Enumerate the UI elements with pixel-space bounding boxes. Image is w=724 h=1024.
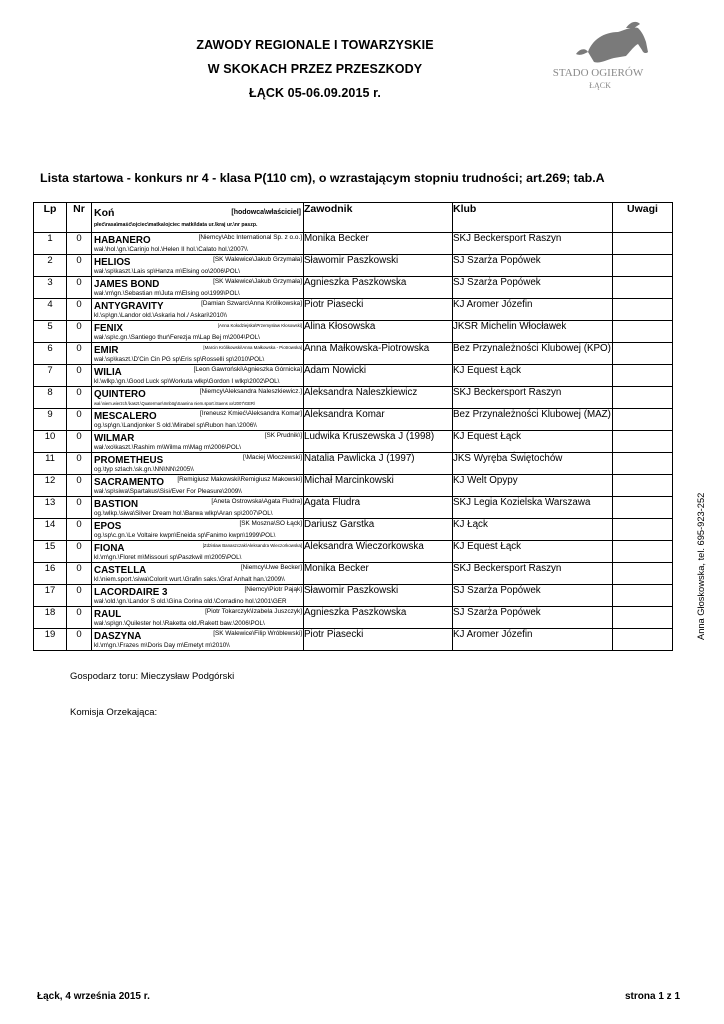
horse-name: FENIX: [94, 323, 123, 334]
horse-pedigree: wał.\sp\kaszt.\D'Cin Cin PG sp\Eris sp\Rosselli sp\2010\POL\: [94, 356, 265, 363]
cell-lp: 19: [34, 629, 67, 651]
kon-label: Koń: [94, 207, 115, 219]
cell-rider: Piotr Piasecki: [304, 299, 453, 321]
table-row: [34, 453, 673, 475]
cell-club: KJ Equest Łąck: [453, 431, 613, 453]
horse-name: HABANERO: [94, 235, 151, 246]
cell-remarks: [613, 233, 673, 255]
logo-text-1: STADO OGIERÓW: [552, 67, 644, 79]
cell-rider: Agnieszka Paszkowska: [304, 277, 453, 299]
cell-lp: 14: [34, 519, 67, 541]
horse-owner: [SK Walewice\Filip Wróblewski]: [213, 630, 302, 637]
cell-remarks: [613, 409, 673, 431]
horse-owner: [Damian Szwarc\Anna Królikowska]: [201, 300, 302, 307]
kon-owner-label: [hodowca\właściciel]: [231, 209, 301, 216]
cell-remarks: [613, 431, 673, 453]
cell-club: JKSR Michelin Włocławek: [453, 321, 613, 343]
cell-remarks: [613, 497, 673, 519]
horse-pedigree: wał.\hol.\gn.\Carinjo hol.\Helen II hol.\Calato hol.\2007\\: [94, 246, 248, 253]
cell-rider: Adam Nowicki: [304, 365, 453, 387]
cell-rider: Monika Becker: [304, 563, 453, 585]
horse-pedigree: wał.\niem.wierzch.\kaszt.\Quaterman\Innbög\Saanina niem.sport.\Saens xx\2007\GER\: [94, 401, 256, 406]
cell-nr: 0: [67, 431, 92, 453]
cell-rider: Michał Marcinkowski: [304, 475, 453, 497]
horse-owner: [Piotr Tokarczyk\Izabela Juszczyk]: [205, 608, 302, 615]
cell-lp: 6: [34, 343, 67, 365]
horse-pedigree: wał.\sp\siwa\Spartakus\Sisi/Ever For Pleasure\2009\\: [94, 488, 242, 495]
cell-horse: [92, 629, 304, 651]
cell-lp: 3: [34, 277, 67, 299]
horse-name: RAUL: [94, 609, 122, 620]
cell-remarks: [613, 629, 673, 651]
horse-pedigree: og.\typ szlach.\sk.gn.\NN\NN\2005\\: [94, 466, 194, 473]
horse-owner: [Zdzisław Banaszczak\Aleksandra Wieczorkowska]: [202, 543, 302, 548]
cell-rider: Anna Małkowska-Piotrowska: [304, 343, 453, 365]
cell-club: JKS Wyręba Świętochów: [453, 453, 613, 475]
col-header-nr: Nr: [67, 203, 92, 233]
horse-owner: [Marcin Królikowski\Anna Małkowska - Piotrowska]: [203, 345, 302, 350]
cell-lp: 17: [34, 585, 67, 607]
cell-club: SKJ Legia Kozielska Warszawa: [453, 497, 613, 519]
horse-name: ANTYGRAVITY: [94, 301, 164, 312]
horse-name: EMIR: [94, 345, 119, 356]
cell-lp: 16: [34, 563, 67, 585]
horse-name: LACORDAIRE 3: [94, 587, 168, 598]
horse-owner: [SK Walewice\Jakub Grzymała]: [213, 256, 302, 263]
event-title-line-3: ŁĄCK 05-06.09.2015 r.: [248, 86, 382, 100]
cell-nr: 0: [67, 541, 92, 563]
cell-nr: 0: [67, 475, 92, 497]
table-row: [34, 277, 673, 299]
horse-pedigree: kl.\m\gn.\Frazes m\Doris Day m\Emetyt m\2010\\: [94, 642, 230, 649]
cell-remarks: [613, 387, 673, 409]
horse-pedigree: wał.\old.\gn.\Landor S old.\Gina Corina old.\Corradino hol.\2001\GER: [94, 598, 287, 605]
table-row: [34, 321, 673, 343]
horse-name: SACRAMENTO: [94, 477, 165, 488]
horse-pedigree: kl.\m\gn.\Floret m\Missouri sp\Paszkwil m\2005\POL\: [94, 554, 242, 561]
horse-pedigree: kl.\niem.sport.\siwa\Colorit wurt.\Grafin saks.\Graf Anhalt han.\2009\\: [94, 576, 285, 583]
table-row: [34, 255, 673, 277]
cell-remarks: [613, 299, 673, 321]
horse-pedigree: kl.\wlkp.\gn.\Good Luck sp\Workuta wlkp\Gordon I wlkp\2002\POL\: [94, 378, 280, 385]
cell-club: Bez Przynależności Klubowej (MAZ): [453, 409, 613, 431]
start-list-table: [33, 202, 673, 651]
horse-pedigree: wał.\m\gn.\Sebastian m\Juta m\Elsing oo\1999\POL\: [94, 290, 240, 297]
table-row: [34, 475, 673, 497]
cell-nr: 0: [67, 519, 92, 541]
col-header-klub: Klub: [453, 203, 613, 233]
cell-nr: 0: [67, 343, 92, 365]
cell-horse: [92, 519, 304, 541]
place-date: Łąck, 4 września 2015 r.: [37, 991, 150, 1002]
stado-ogierow-logo: [530, 18, 670, 98]
horse-owner: [Anna Kołodziejska\Przemysław Kłosowski]: [217, 323, 302, 328]
cell-rider: Aleksandra Wieczorkowska: [304, 541, 453, 563]
cell-horse: [92, 431, 304, 453]
horse-pedigree: wał.\xo\kaszt.\Rashim m\Wilma m\Mag m\2006\POL\: [94, 444, 241, 451]
cell-club: KJ Equest Łąck: [453, 541, 613, 563]
cell-remarks: [613, 519, 673, 541]
horse-owner: [\Maciej Włoczewski]: [243, 454, 302, 461]
cell-rider: Agnieszka Paszkowska: [304, 607, 453, 629]
horse-pedigree: kl.\sp\gn.\Landor old.\Askaria hol./ Askari\2010\\: [94, 312, 228, 319]
event-title-line-1: ZAWODY REGIONALE I TOWARZYSKIE: [196, 38, 434, 52]
cell-club: Bez Przynależności Klubowej (KPO): [453, 343, 613, 365]
cell-club: SKJ Beckersport Raszyn: [453, 233, 613, 255]
cell-lp: 11: [34, 453, 67, 475]
cell-nr: 0: [67, 409, 92, 431]
horse-owner: [Aneta Ostrowska\Agata Fludra]: [211, 498, 302, 505]
course-builder: Gospodarz toru: Mieczysław Podgórski: [70, 671, 235, 682]
table-row: [34, 541, 673, 563]
cell-horse: [92, 343, 304, 365]
horse-name: CASTELLA: [94, 565, 147, 576]
cell-remarks: [613, 563, 673, 585]
horse-owner: [SK Prudnik\]: [264, 432, 302, 439]
page-number: strona 1 z 1: [625, 991, 681, 1002]
cell-nr: 0: [67, 255, 92, 277]
cell-nr: 0: [67, 497, 92, 519]
cell-lp: 15: [34, 541, 67, 563]
cell-remarks: [613, 475, 673, 497]
cell-horse: [92, 365, 304, 387]
horse-name: EPOS: [94, 521, 122, 532]
cell-rider: Monika Becker: [304, 233, 453, 255]
table-row: [34, 563, 673, 585]
horse-pedigree: wał.\sp\gn.\Quilester hol.\Raketta old./Rakett baw.\2006\POL\: [94, 620, 265, 627]
horse-owner: [SK Moszna\SO Łąck]: [239, 520, 302, 527]
cell-remarks: [613, 453, 673, 475]
cell-club: SJ Szarża Popówek: [453, 607, 613, 629]
contact-note: Anna Głoskowska, tel. 695-923-252: [696, 492, 706, 640]
cell-remarks: [613, 541, 673, 563]
cell-remarks: [613, 585, 673, 607]
cell-lp: 1: [34, 233, 67, 255]
cell-horse: [92, 453, 304, 475]
cell-nr: 0: [67, 629, 92, 651]
cell-nr: 0: [67, 387, 92, 409]
horse-pedigree: og.\sp\gn.\Landjonker S old.\Mirabel sp\Rubon han.\2006\\: [94, 422, 257, 429]
cell-remarks: [613, 607, 673, 629]
table-row: [34, 343, 673, 365]
cell-club: KJ Welt Opypy: [453, 475, 613, 497]
cell-nr: 0: [67, 453, 92, 475]
cell-nr: 0: [67, 365, 92, 387]
horse-name: BASTION: [94, 499, 139, 510]
table-row: [34, 409, 673, 431]
cell-horse: [92, 409, 304, 431]
cell-nr: 0: [67, 607, 92, 629]
table-row: [34, 365, 673, 387]
cell-lp: 7: [34, 365, 67, 387]
cell-nr: 0: [67, 321, 92, 343]
cell-horse: [92, 321, 304, 343]
horse-name: JAMES BOND: [94, 279, 160, 290]
horse-name: WILIA: [94, 367, 122, 378]
cell-lp: 18: [34, 607, 67, 629]
table-row: [34, 387, 673, 409]
cell-horse: [92, 277, 304, 299]
cell-nr: 0: [67, 563, 92, 585]
cell-horse: [92, 497, 304, 519]
kon-sub-label: płeć\rasa\maść\ojciec\matka\ojciec matki\data ur.\kraj ur.\nr paszp.: [94, 222, 258, 228]
cell-lp: 10: [34, 431, 67, 453]
table-row: [34, 497, 673, 519]
cell-nr: 0: [67, 299, 92, 321]
logo-text-2: ŁĄCK: [589, 81, 611, 90]
col-header-lp: Lp: [34, 203, 67, 233]
horse-owner: [Remigiusz Makowski\Remigiusz Makowski]: [177, 476, 302, 483]
horse-pedigree: wał.\sp\c.gn.\Santiego thur\Ferezja m\Lap Bej m\2004\POL\: [94, 334, 260, 341]
horse-name: PROMETHEUS: [94, 455, 164, 466]
horse-owner: [Niemcy\Aleksandra Naleszkiewicz.]: [199, 388, 302, 395]
cell-club: KJ Aromer Józefin: [453, 299, 613, 321]
cell-club: SJ Szarża Popówek: [453, 585, 613, 607]
horse-owner: [Niemcy\Uwe Becker]: [240, 564, 302, 571]
horse-owner: [Niemcy\Piotr Pająk]: [244, 586, 302, 593]
cell-remarks: [613, 365, 673, 387]
table-row: [34, 431, 673, 453]
cell-horse: [92, 607, 304, 629]
cell-lp: 12: [34, 475, 67, 497]
cell-nr: 0: [67, 233, 92, 255]
table-row: [34, 299, 673, 321]
table-row: [34, 519, 673, 541]
cell-horse: [92, 475, 304, 497]
horse-owner: [SK Walewice\Jakub Grzymała]: [213, 278, 302, 285]
cell-club: SJ Szarża Popówek: [453, 277, 613, 299]
col-header-zawodnik: Zawodnik: [304, 203, 453, 233]
cell-club: SJ Szarża Popówek: [453, 255, 613, 277]
cell-club: SKJ Beckersport Raszyn: [453, 563, 613, 585]
cell-lp: 5: [34, 321, 67, 343]
jury-label: Komisja Orzekająca:: [70, 707, 158, 718]
cell-rider: Aleksandra Naleszkiewicz: [304, 387, 453, 409]
horse-owner: [Leon Gawroński\Agnieszka Górnicka]: [193, 366, 302, 373]
cell-nr: 0: [67, 277, 92, 299]
cell-rider: Piotr Piasecki: [304, 629, 453, 651]
horse-name: FIONA: [94, 543, 125, 554]
table-header-row: [34, 203, 673, 233]
cell-horse: [92, 541, 304, 563]
event-title-line-2: W SKOKACH PRZEZ PRZESZKODY: [207, 62, 423, 76]
cell-horse: [92, 585, 304, 607]
horse-name: MESCALERO: [94, 411, 157, 422]
cell-club: KJ Łąck: [453, 519, 613, 541]
horse-owner: [Niemcy\Abc International Sp. z o.o.]: [198, 234, 302, 241]
horse-pedigree: og.\sp\c.gn.\Le Voltaire kwpn\Eneida sp\Fanimo kwpn\1999\POL\: [94, 532, 276, 539]
cell-club: KJ Equest Łąck: [453, 365, 613, 387]
cell-horse: [92, 255, 304, 277]
cell-horse: [92, 233, 304, 255]
cell-rider: Alina Kłosowska: [304, 321, 453, 343]
cell-remarks: [613, 255, 673, 277]
cell-lp: 4: [34, 299, 67, 321]
cell-rider: Natalia Pawlicka J (1997): [304, 453, 453, 475]
cell-lp: 9: [34, 409, 67, 431]
table-row: [34, 233, 673, 255]
cell-lp: 2: [34, 255, 67, 277]
col-header-uwagi: Uwagi: [613, 203, 673, 233]
cell-lp: 13: [34, 497, 67, 519]
cell-nr: 0: [67, 585, 92, 607]
cell-remarks: [613, 343, 673, 365]
horse-owner: [Ireneusz Kmieć\Aleksandra Komar]: [200, 410, 302, 417]
cell-horse: [92, 299, 304, 321]
horse-pedigree: wał.\sp\kaszt.\Lais sp\Hanza m\Elsing oo\2006\POL\: [94, 268, 240, 275]
cell-horse: [92, 387, 304, 409]
horse-name: QUINTERO: [94, 389, 146, 400]
cell-horse: [92, 563, 304, 585]
table-row: [34, 607, 673, 629]
cell-rider: Dariusz Garstka: [304, 519, 453, 541]
competition-title: Lista startowa - konkurs nr 4 - klasa P(110 cm), o wzrastającym stopniu trudności; art.269; tab.A: [40, 171, 605, 185]
table-row: [34, 585, 673, 607]
cell-remarks: [613, 277, 673, 299]
cell-rider: Aleksandra Komar: [304, 409, 453, 431]
cell-lp: 8: [34, 387, 67, 409]
cell-rider: Agata Fludra: [304, 497, 453, 519]
col-header-kon: [92, 203, 304, 233]
cell-rider: Sławomir Paszkowski: [304, 255, 453, 277]
cell-remarks: [613, 321, 673, 343]
cell-rider: Sławomir Paszkowski: [304, 585, 453, 607]
horse-name: HELIOS: [94, 257, 131, 268]
horse-pedigree: og.\wlkp.\siwa\Silver Dream hol.\Barwa wlkp\Aran sp\2007\POL\: [94, 510, 273, 517]
horse-name: WILMAR: [94, 433, 135, 444]
cell-club: KJ Aromer Józefin: [453, 629, 613, 651]
table-row: [34, 629, 673, 651]
cell-club: SKJ Beckersport Raszyn: [453, 387, 613, 409]
horse-name: DASZYNA: [94, 631, 142, 642]
cell-rider: Ludwika Kruszewska J (1998): [304, 431, 453, 453]
